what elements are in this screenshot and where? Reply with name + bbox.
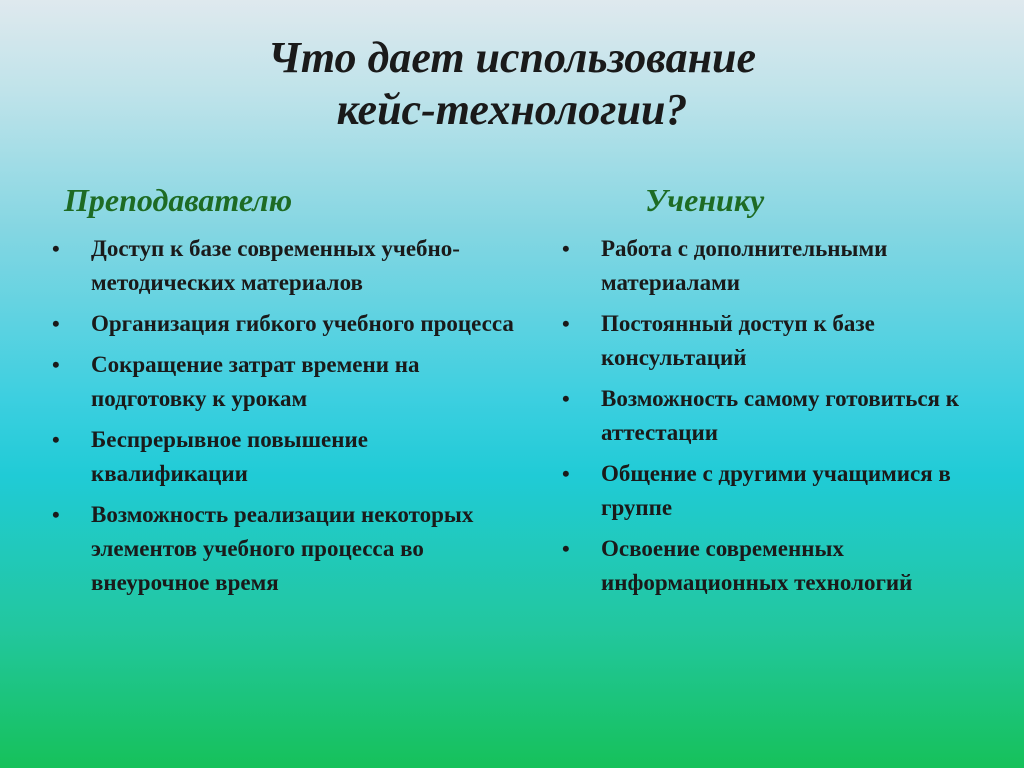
list-item	[560, 307, 1010, 375]
list-item-text: Постоянный доступ к базе консультаций	[601, 311, 875, 370]
list-item	[50, 232, 520, 300]
list-item-text: Общение с другими учащимися в группе	[601, 461, 951, 520]
bullet-icon: •	[562, 311, 570, 336]
slide-title-line-2: кейс-технологии?	[336, 85, 688, 134]
list-item-text: Беспрерывное повышение квалификации	[91, 427, 368, 486]
teacher-benefits-list	[50, 232, 520, 607]
bullet-icon: •	[562, 236, 570, 261]
list-item-text: Сокращение затрат времени на подготовку к урокам	[91, 352, 420, 411]
list-item-text: Организация гибкого учебного процесса	[91, 311, 514, 336]
bullet-icon: •	[52, 311, 60, 336]
student-column-heading: Ученику	[645, 182, 765, 218]
bullet-icon: •	[52, 427, 60, 452]
list-item	[50, 498, 520, 600]
list-item-text: Освоение современных информационных технологий	[601, 536, 913, 595]
list-item	[560, 232, 1010, 300]
slide-title	[0, 32, 1024, 136]
list-item	[560, 457, 1010, 525]
list-item-text: Возможность реализации некоторых элементов учебного процесса во внеурочное время	[91, 502, 474, 595]
bullet-icon: •	[52, 236, 60, 261]
bullet-icon: •	[52, 352, 60, 377]
list-item	[560, 382, 1010, 450]
list-item-text: Возможность самому готовиться к аттестации	[601, 386, 960, 445]
bullet-icon: •	[562, 536, 570, 561]
list-item-text: Работа с дополнительными материалами	[601, 236, 888, 295]
bullet-icon: •	[562, 386, 570, 411]
list-item	[50, 348, 520, 416]
teacher-column-heading: Преподавателю	[64, 182, 293, 218]
list-item	[560, 532, 1010, 600]
bullet-icon: •	[562, 461, 570, 486]
slide-title-line-1: Что дает использование	[268, 33, 756, 82]
list-item	[50, 307, 520, 341]
list-item-text: Доступ к базе современных учебно-методических материалов	[91, 236, 460, 295]
student-benefits-list	[560, 232, 1010, 607]
list-item	[50, 423, 520, 491]
bullet-icon: •	[52, 502, 60, 527]
